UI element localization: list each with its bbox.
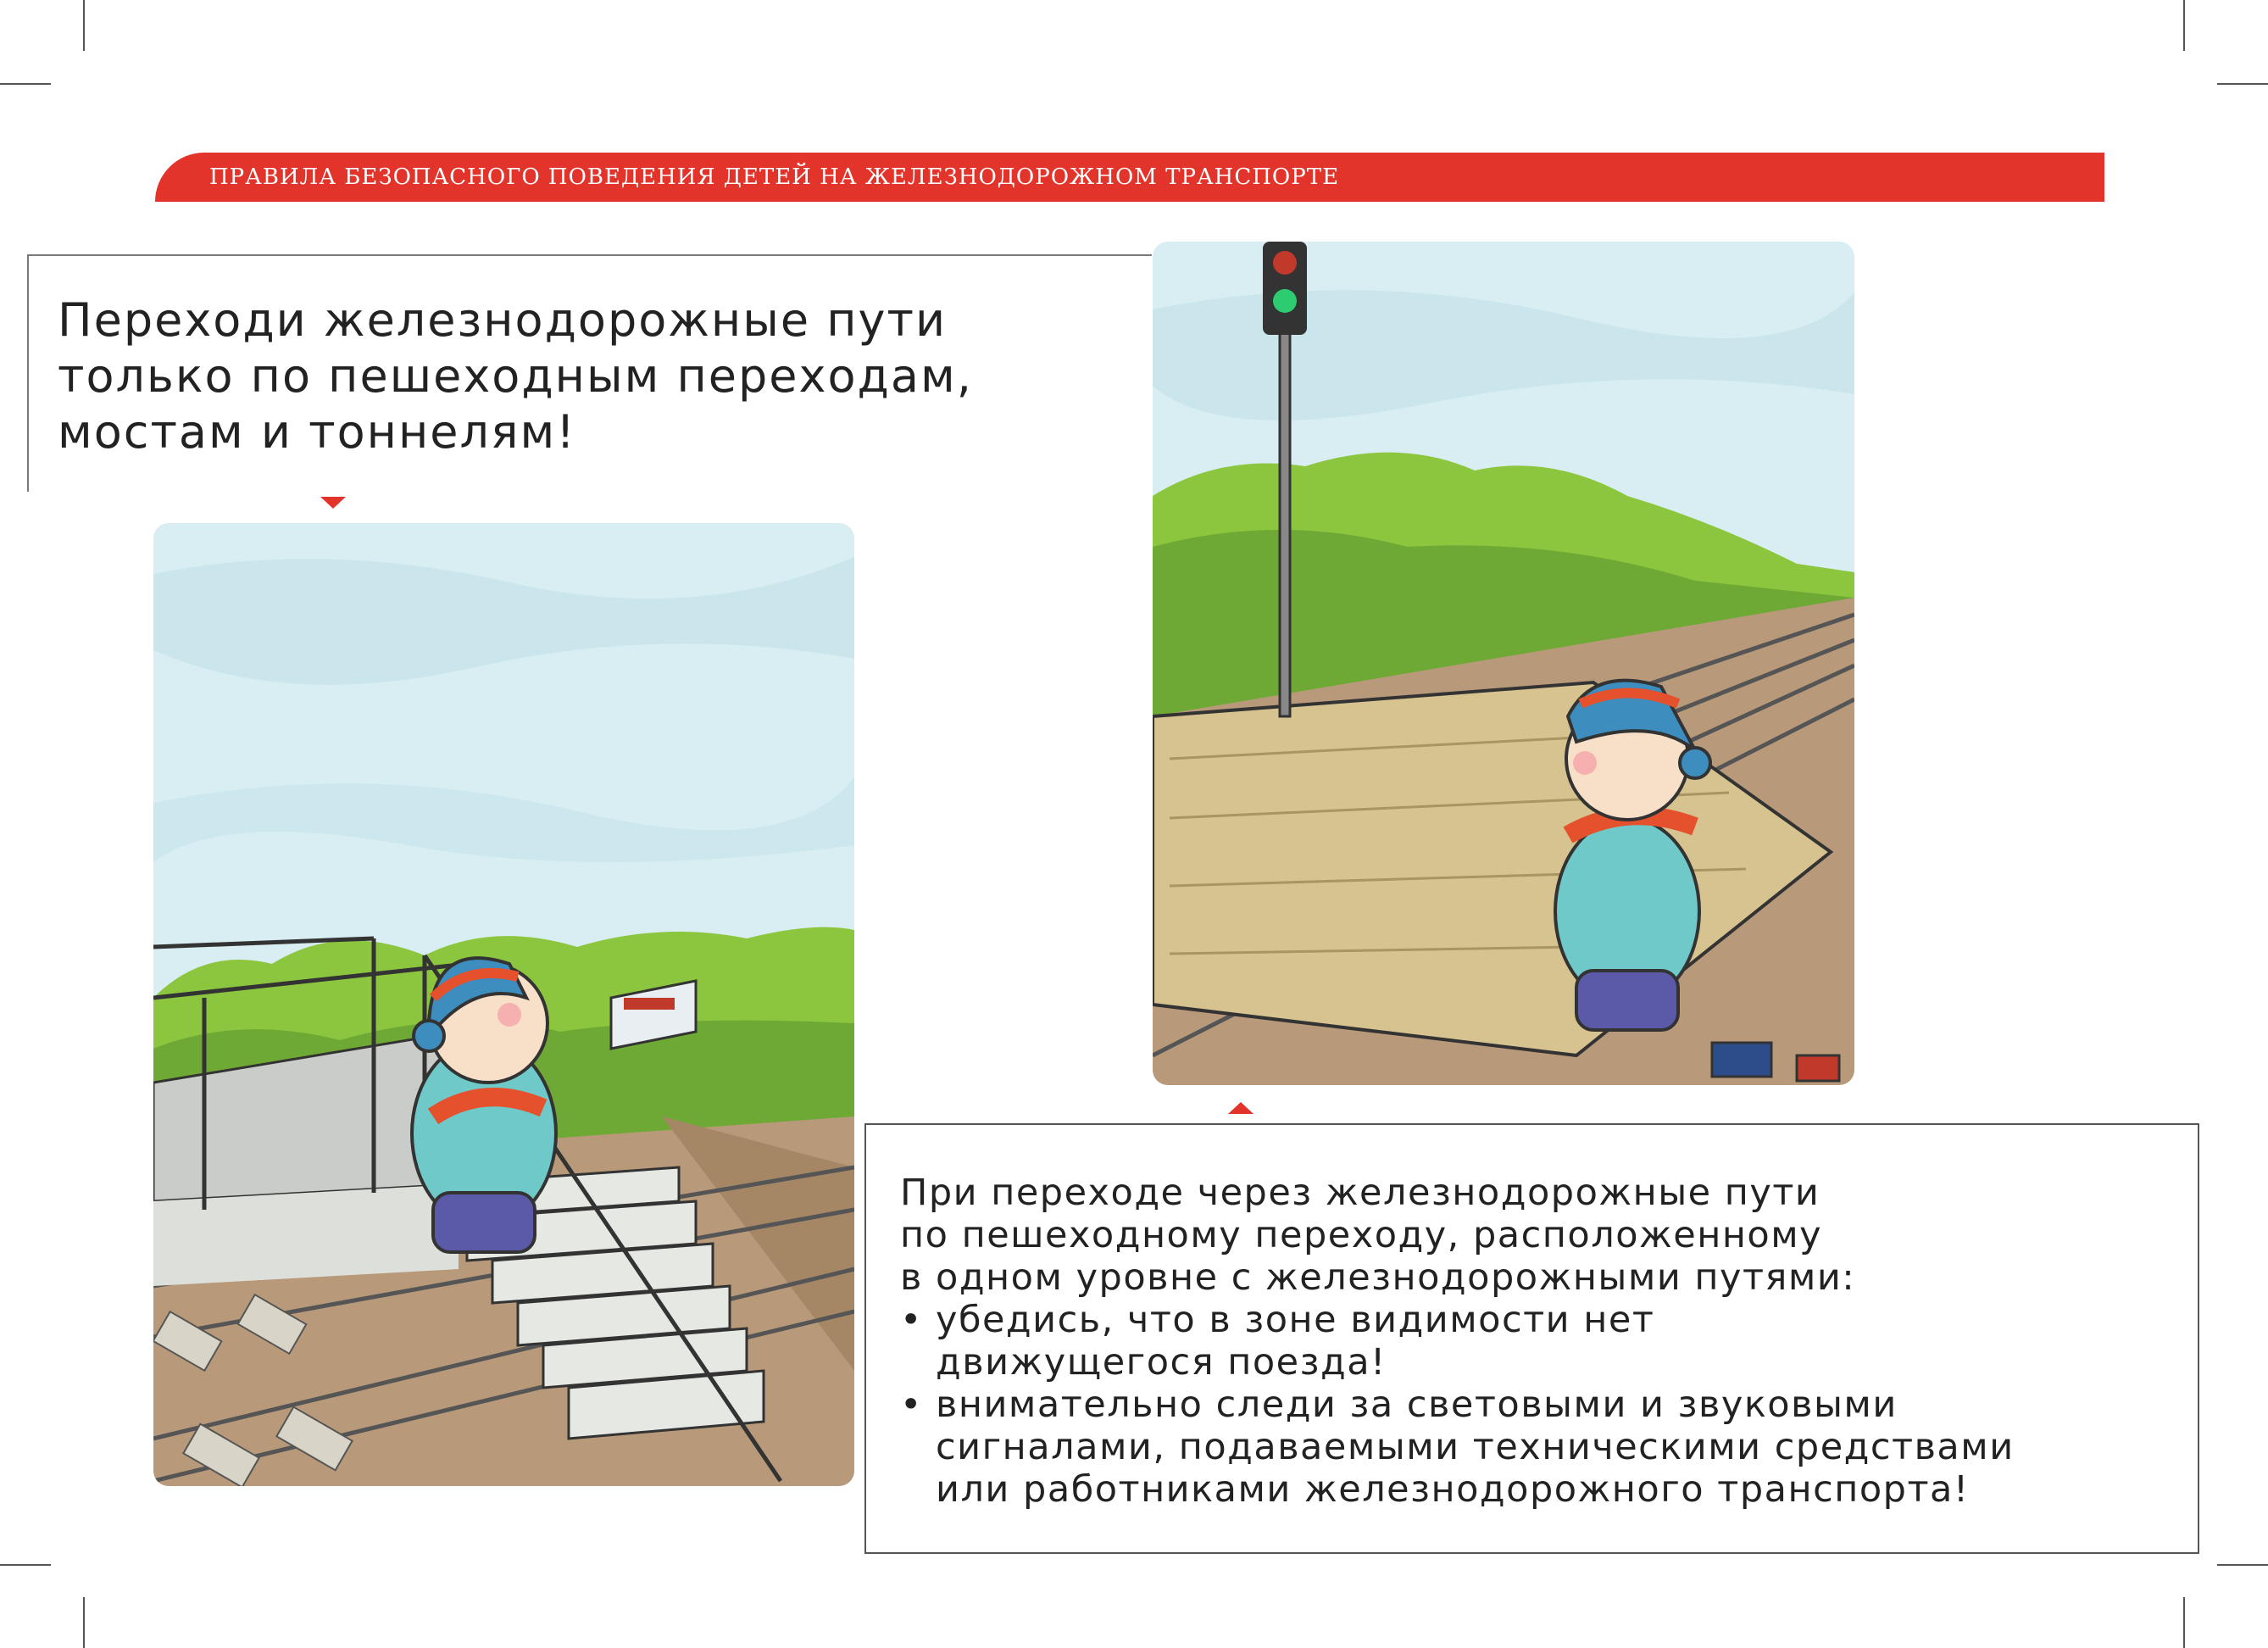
crop-mark — [0, 83, 51, 85]
headline-line: только по пешеходным переходам, — [58, 349, 973, 403]
bullet-icon: • — [900, 1299, 923, 1341]
note-bullet-line: внимательно следи за световыми и звуковыми — [936, 1384, 1898, 1426]
note-bullet — [900, 1384, 2180, 1511]
crop-mark — [83, 1597, 85, 1648]
crop-mark — [2183, 1597, 2185, 1648]
note-bullet-line: или работниками железнодорожного транспорта! — [936, 1468, 1970, 1511]
crop-mark — [2217, 83, 2268, 85]
pointer-up-icon — [1228, 1102, 1254, 1114]
crop-mark — [2217, 1564, 2268, 1566]
note-bullet-line: движущегося поезда! — [936, 1341, 1387, 1384]
headline-line: Переходи железнодорожные пути — [58, 293, 948, 347]
header-banner-text: ПРАВИЛА БЕЗОПАСНОГО ПОВЕДЕНИЯ ДЕТЕЙ НА ЖЕЛЕЗНОДОРОЖНОМ ТРАНСПОРТЕ — [209, 164, 1340, 190]
note-text — [900, 1172, 2180, 1511]
crop-mark — [2183, 0, 2185, 51]
note-bullet-line: убедись, что в зоне видимости нет — [936, 1299, 1655, 1341]
crop-mark — [83, 0, 85, 51]
note-intro-line: в одном уровне с железнодорожными путями: — [900, 1256, 1856, 1299]
bridge-stairs-illustration — [153, 523, 854, 1486]
note-bullet — [900, 1299, 2180, 1384]
note-intro-line: по пешеходному переходу, расположенному — [900, 1214, 1823, 1256]
crop-mark — [0, 1564, 51, 1566]
note-bullet-line: сигналами, подаваемыми техническими средствами — [936, 1426, 2015, 1468]
note-intro-line: При переходе через железнодорожные пути — [900, 1172, 1821, 1214]
headline — [58, 292, 1142, 460]
headline-line: мостам и тоннелям! — [58, 405, 576, 459]
pointer-down-icon — [320, 497, 346, 509]
bullet-icon: • — [900, 1384, 923, 1426]
header-banner — [155, 153, 2104, 202]
level-crossing-illustration — [1153, 242, 1854, 1085]
